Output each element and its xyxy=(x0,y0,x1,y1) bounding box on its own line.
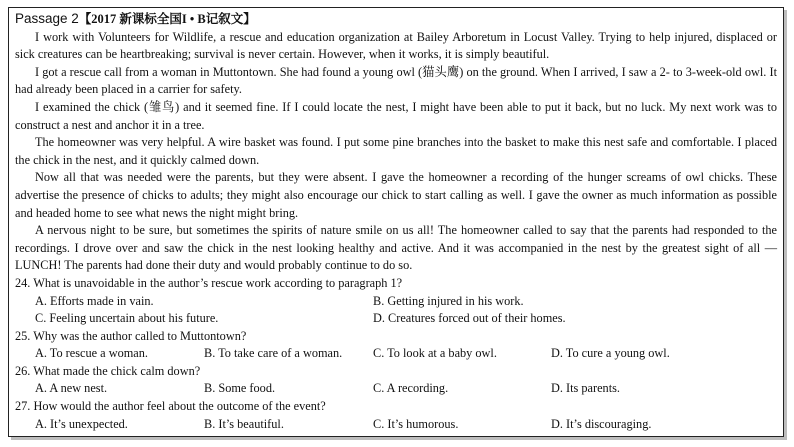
option-26-b: B. Some food. xyxy=(204,381,276,396)
question-27-options xyxy=(15,416,777,434)
option-25-d: D. To cure a young owl. xyxy=(551,346,670,361)
option-25-c: C. To look at a baby owl. xyxy=(373,346,497,361)
option-24-a: A. Efforts made in vain. xyxy=(35,293,154,308)
option-26-c: C. A recording. xyxy=(373,381,449,396)
passage-source-tag: 【2017 新课标全国I • B记叙文】 xyxy=(78,12,256,26)
option-27-c: C. It’s humorous. xyxy=(373,416,459,431)
option-24-b: B. Getting injured in his work. xyxy=(373,293,524,308)
option-26-d: D. Its parents. xyxy=(551,381,620,396)
passage-title xyxy=(15,10,777,29)
option-24-d: D. Creatures forced out of their homes. xyxy=(373,311,566,326)
option-27-a: A. It’s unexpected. xyxy=(35,416,128,431)
paragraph-2: I got a rescue call from a woman in Muttontown. She had found a young owl (猫头鹰) on the ground. When I arrived, I saw a 2- to 3-week-old owl. It had already been placed in a carrier for safety. xyxy=(15,64,777,97)
question-26: 26. What made the chick calm down? xyxy=(15,363,201,378)
paragraph-4: The homeowner was very helpful. A wire basket was found. I put some pine branches into the basket to make this nest safe and comfortable. I placed the chick in the nest, and it quickly calmed down. xyxy=(15,135,777,167)
option-25-b: B. To take care of a woman. xyxy=(204,346,343,361)
question-24-options xyxy=(15,293,777,328)
question-26-options xyxy=(15,380,777,398)
paragraph-3: I examined the chick (雏鸟) and it seemed fine. If I could locate the nest, I might have been able to put it back, but no luck. My next work was to construct a nest and anchor it in a tree. xyxy=(15,99,777,132)
passage-frame xyxy=(8,7,784,437)
option-27-b: B. It’s beautiful. xyxy=(204,416,284,431)
question-27: 27. How would the author feel about the outcome of the event? xyxy=(15,399,326,414)
paragraph-1: I work with Volunteers for Wildlife, a rescue and education organization at Bailey Arboretum in Locust Valley. Trying to help injured, displaced or sick creatures can be heartbreaking; survival is never certain. However, when it works, it is simply beautiful. xyxy=(15,29,777,62)
paragraph-6: A nervous night to be sure, but sometimes the spirits of nature smile on us all! The homeowner called to say that the parents had responded to the recordings. I drove over and saw the chick in the nest looking healthy and active. And it was accompanied in the nest by the greatest sight of all — LUNCH! The parents had done their duty and would probably continue to do so. xyxy=(15,223,777,273)
paragraph-5: Now all that was needed were the parents, but they were absent. I gave the homeowner a recording of the hunger screams of owl chicks. These advertise the presence of chicks to adults; they might also encourage our chick to start calling as well. I gave the owner as much information as possible and headed home to see what news the night might bring. xyxy=(15,170,777,220)
question-24: 24. What is unavoidable in the author’s rescue work according to paragraph 1? xyxy=(15,275,403,290)
option-26-a: A. A new nest. xyxy=(35,381,108,396)
option-24-c: C. Feeling uncertain about his future. xyxy=(35,311,219,326)
option-25-a: A. To rescue a woman. xyxy=(35,346,148,361)
passage-content xyxy=(15,10,777,433)
question-25-options xyxy=(15,345,777,363)
option-27-d: D. It’s discouraging. xyxy=(551,416,652,431)
question-25: 25. Why was the author called to Muttontown? xyxy=(15,328,247,343)
passage-number: Passage 2 xyxy=(15,11,79,26)
